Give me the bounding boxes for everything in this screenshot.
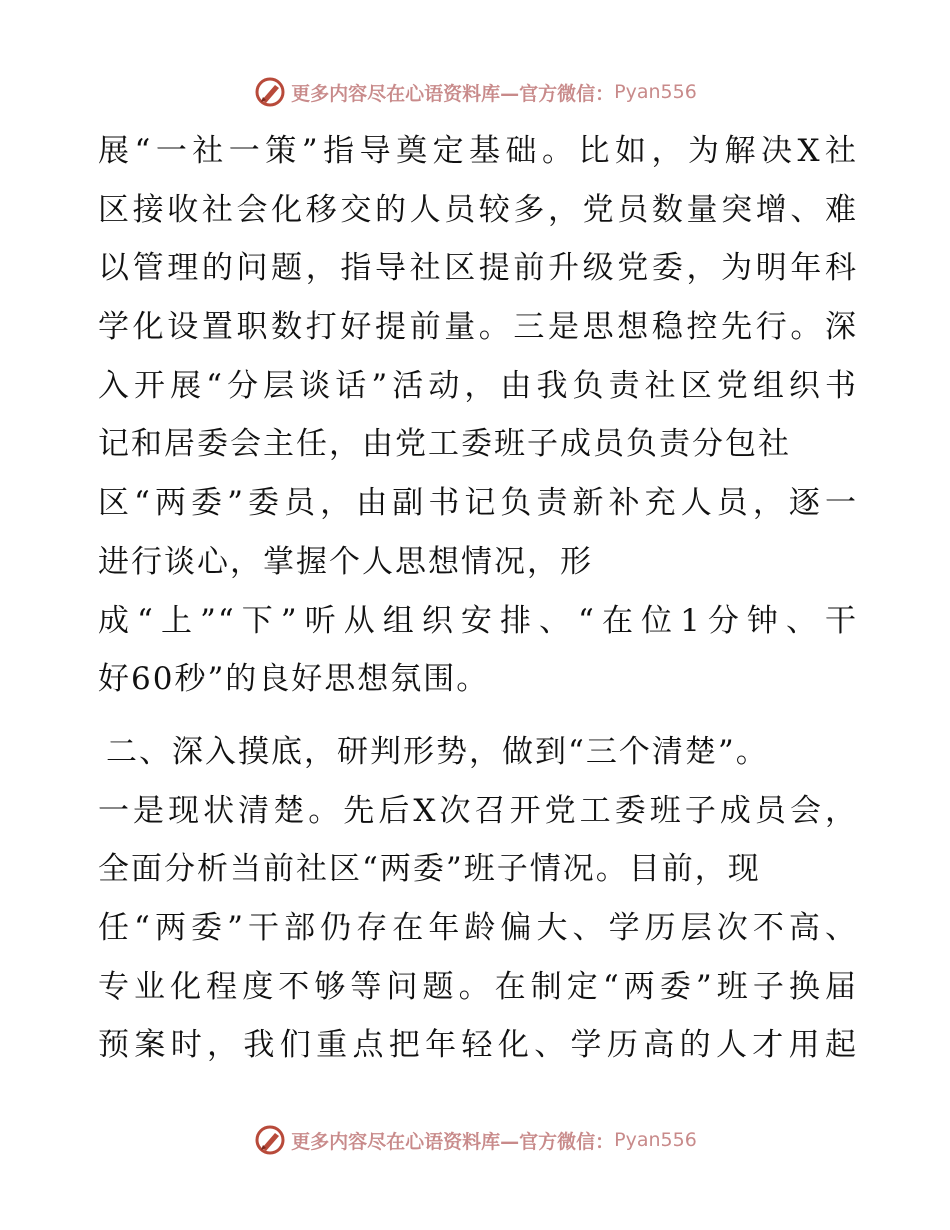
pen-nib-logo-icon [253,75,287,109]
banner-contact: Pyan556 [614,81,697,103]
section-heading: 二、深入摸底，研判形势，做到“三个清楚”。 [106,733,769,770]
banner-text: 更多内容尽在心语资料库—官方微信： [291,1130,615,1153]
footer-banner [0,1120,950,1160]
banner-contact: Pyan556 [614,1129,697,1151]
banner-text: 更多内容尽在心语资料库—官方微信： [291,82,615,105]
paragraph-gap [98,709,858,723]
text-line: 记和居委会主任，由党工委班子成员负责分包社 [98,426,791,463]
header-banner [0,72,950,112]
text-line: 展“一社一策”指导奠定基础。比如，为解决X社 [98,133,858,169]
text-line: 以管理的问题，指导社区提前升级党委，为明年科 [98,250,858,287]
document-body [98,122,858,1075]
text-line: 专业化程度不够等问题。在制定“两委”班子换届 [98,968,858,1005]
text-line: 一是现状清楚。先后X次召开党工委班子成员会， [98,792,858,829]
text-line: 区“两委”委员，由副书记负责新补充人员，逐一 [98,485,858,522]
text-line: 进行谈心，掌握个人思想情况，形 [98,543,593,580]
pen-nib-logo-icon [253,1123,287,1157]
text-line: 好60秒”的良好思想氛围。 [98,661,490,698]
text-line: 预案时，我们重点把年轻化、学历高的人才用起 [98,1027,858,1064]
paragraph-1 [98,122,858,709]
text-line: 学化设置职数打好提前量。三是思想稳控先行。深 [98,309,858,346]
section-2 [98,723,858,1075]
text-line: 入开展“分层谈话”活动，由我负责社区党组织书 [98,367,858,404]
text-line: 区接收社会化移交的人员较多，党员数量突增、难 [98,191,858,228]
text-line: 全面分析当前社区“两委”班子情况。目前，现 [98,851,761,888]
text-line: 任“两委”干部仍存在年龄偏大、学历层次不高、 [98,909,858,946]
text-line: 成“上”“下”听从组织安排、“在位1分钟、干 [98,602,858,639]
